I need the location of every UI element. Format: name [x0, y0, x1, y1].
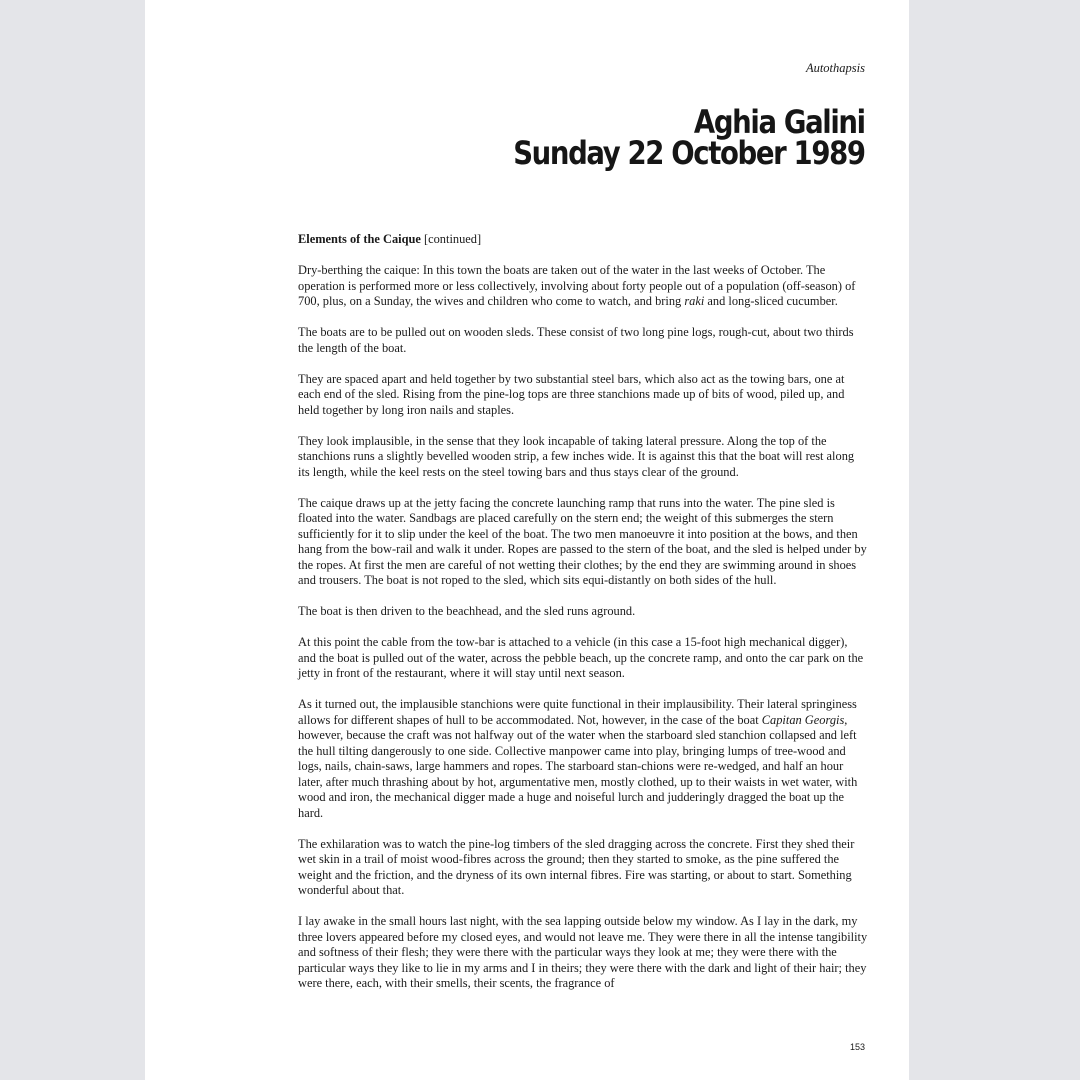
- paragraph: The exhilaration was to watch the pine-log timbers of the sled dragging across the concrete. First they shed their wet skin in a trail of moist wood-fibres across the ground; then they started to smoke, as the pine suffered the weight and the friction, and the dryness of its own internal fibres. Fire was starting, or about to start. Something wonderful about that.: [298, 836, 855, 897]
- title-location: Aghia Galini: [694, 103, 865, 141]
- paragraph: I lay awake in the small hours last night, with the sea lapping outside below my window. As I lay in the dark, my three lovers appeared before my closed eyes, and would not leave me. They were there in all the intense tangibility and softness of their flesh; they were there with the particular ways they look at me; they were there with the particular ways they like to lie in my arms and I in theirs; they were there with the dark and light of their hair; they were there, each, with their smells, their scents, the fragrance of: [298, 914, 868, 990]
- paragraph-text: , however, because the craft was not halfway out of the water when the starboard sled stanchion collapsed and left the hull tilting dangerously to one side. Collective manpower came into play, bringing lumps of tree-wood and logs, nails, chain-saws, large hammers and ropes. The starboard stan-chions were re-wedged, and half an hour later, after much thrashing about by hot, argumentative men, mostly clothed, up to their waists in wet water, with wood and iron, the mechanical digger made a huge and noiseful lurch and judderingly dragged the boat up the hard.: [298, 712, 858, 820]
- paragraph: At this point the cable from the tow-bar is attached to a vehicle (in this case a 15-foot high mechanical digger), and the boat is pulled out of the water, across the pebble beach, up the concrete ramp, and onto the car park on the jetty in front of the restaurant, where it will stay until next season.: [298, 635, 864, 680]
- paragraph: The caique draws up at the jetty facing the concrete launching ramp that runs into the water. The pine sled is floated into the water. Sandbags are placed carefully on the stern end; the weight of this submerges the stern sufficiently for it to slip under the keel of the boat. The two men manoeuvre it into position at the bows, and then hang from the bow-rail and walk it under. Ropes are passed to the stern of the boat, and the sled is helped under by the ropes. At first the men are careful of not wetting their clothes; by the end they are swimming around in shoes and trousers. The boat is not roped to the sled, which sits equi-distantly on both sides of the hull.: [298, 495, 867, 587]
- book-page: [145, 0, 909, 1080]
- paragraph-text: and long-sliced cucumber.: [704, 294, 838, 308]
- page-number: 153: [849, 1042, 865, 1052]
- body-text: [298, 232, 868, 1007]
- paragraph: The boat is then driven to the beachhead, and the sled runs aground.: [298, 604, 636, 618]
- paragraph-text: As it turned out, the implausible stanchions were quite functional in their implausibility. Their lateral springiness allows for different shapes of hull to be accommodated. Not, however, in the case of the boat: [298, 697, 857, 727]
- paragraph: [298, 263, 868, 310]
- italic-boat-name: Capitan Georgis: [761, 712, 845, 727]
- paragraph: The boats are to be pulled out on wooden sleds. These consist of two long pine logs, rough-cut, about two thirds the length of the boat.: [298, 325, 854, 355]
- section-heading: [298, 232, 868, 248]
- section-heading-title: Elements of the Caique: [298, 232, 421, 246]
- paragraph: They are spaced apart and held together by two substantial steel bars, which also act as the towing bars, one at each end of the sled. Rising from the pine-log tops are three stanchions made up of bits of wood, piled up, and held together by long iron nails and staples.: [298, 371, 845, 417]
- paragraph: They look implausible, in the sense that they look incapable of taking lateral pressure. Along the top of the stanchions runs a slightly bevelled wooden strip, a few inches wide. It is against this that the boat will rest along its length, while the keel rests on the steel towing bars and thus stays clear of the ground.: [298, 433, 855, 479]
- title-date: Sunday 22 October 1989: [513, 134, 865, 172]
- section-heading-note: [continued]: [423, 232, 482, 246]
- running-head: Autothapsis: [805, 61, 865, 75]
- paragraph-text: Dry-berthing the caique: In this town the boats are taken out of the water in the last weeks of October. The operation is performed more or less collectively, involving about forty people out of a population (off-season) of 700, plus, on a Sunday, the wives and children who come to watch, and bring: [298, 263, 856, 308]
- italic-term: raki: [684, 294, 705, 308]
- paragraph: [298, 697, 868, 821]
- page-title: [456, 103, 865, 172]
